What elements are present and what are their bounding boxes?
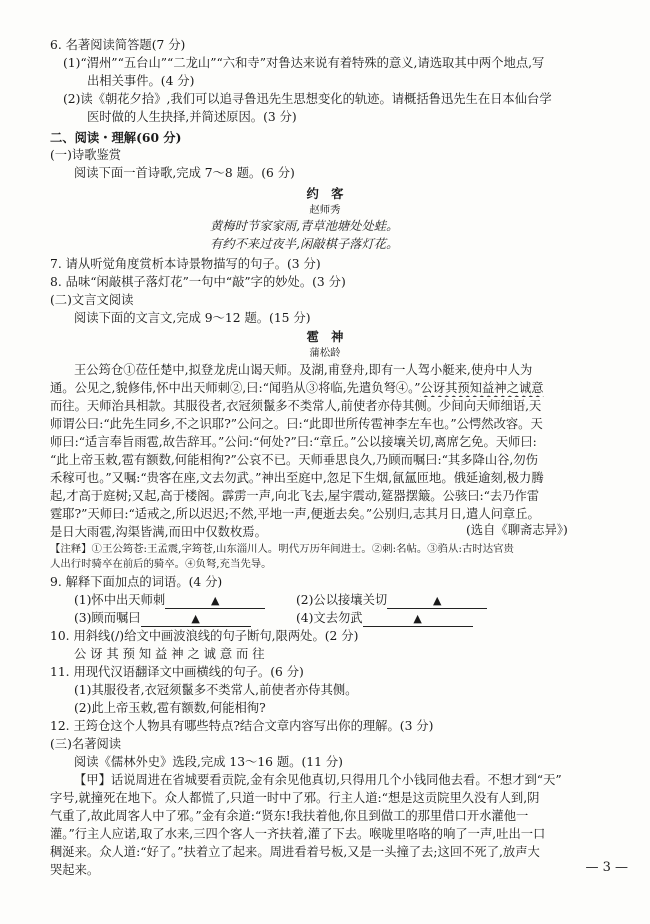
classical-line-10: 是日大雨雹,沟渠皆满,而田中仅数枚焉。 <box>50 525 267 539</box>
q9-item-3 <box>74 610 251 627</box>
page-number: — 3 — <box>585 860 628 875</box>
subsection-classics: (三)名著阅读 <box>50 737 122 751</box>
classical-line-9: 霆耶?”天师曰:“适戒之,所以迟迟;不然,平地一声,便逝去矣。”公别归,志其月日,遣人问章丘。 <box>50 507 540 521</box>
q6-title: 6. 名著阅读简答题(7 分) <box>50 38 186 52</box>
notes-line-1: 【注释】①王公筠苍:王孟震,字筠苍,山东淄川人。明代万历年间进士。②刺:名帖。③驺从:古时达官贵 <box>50 543 514 555</box>
passage-jia-line-6: 哭起来。 <box>50 863 100 877</box>
classical-intro: 阅读下面的文言文,完成 9～12 题。(15 分) <box>74 311 311 325</box>
q8: 8. 品味“闲敲棋子落灯花”一句中“敲”字的妙处。(3 分) <box>50 275 346 289</box>
q9-item-1-text: (1)怀中出天师刺 <box>74 593 166 607</box>
wavy-sentence: 公讶其预知益神之诚意 <box>420 381 544 395</box>
poem-title: 约 客 <box>306 186 344 201</box>
classical-line-3: 而往。天师治具相款。其服役者,衣冠须鬣多不类常人,前使者亦侍其侧。少间向天师细语,天 <box>50 399 542 413</box>
q9: 9. 解释下面加点的词语。(4 分) <box>50 575 223 589</box>
answer-blank-2[interactable]: ▲ <box>387 594 487 609</box>
section2-title: 二、阅读・理解(60 分) <box>50 130 182 145</box>
q10: 10. 用斜线(/)给文中画波浪线的句子断句,限两处。(2 分) <box>50 629 359 643</box>
classical-source: (选自《聊斋志异》) <box>466 523 568 537</box>
q9-item-2-text: (2)公以接壤关切 <box>296 593 388 607</box>
passage-jia-line-3: 气重了,故此周客人中了邪。”金有余道:“贤东!我扶着他,你且到做工的那里借口开水灌他一 <box>50 809 529 823</box>
answer-blank-4[interactable]: ▲ <box>363 612 473 627</box>
answer-blank-1[interactable]: ▲ <box>165 594 265 609</box>
q11-sentence-1: (1)其服役者,衣冠须鬣多不类常人,前使者亦侍其侧。 <box>74 683 358 697</box>
passage-jia-line-5: 稠涎来。众人道:“好了。”扶着立了起来。周进看着号板,又是一头撞了去;这回不死了,放声大 <box>50 845 540 859</box>
q12: 12. 王筠仓这个人物具有哪些特点?结合文章内容写出你的理解。(3 分) <box>50 719 434 733</box>
classical-author: 蒲松龄 <box>309 347 341 359</box>
subsection-poetry: (一)诗歌鉴赏 <box>50 148 122 162</box>
classical-line-1: 王公筠仓①莅任楚中,拟登龙虎山谒天师。及湖,甫登舟,即有一人驾小艇来,使舟中人为 <box>74 363 533 377</box>
passage-jia-line-1: 【甲】话说周进在省城要看贡院,金有余见他真切,只得用几个小钱同他去看。不想才到“天” <box>74 773 562 787</box>
q11: 11. 用现代汉语翻译文中画横线的句子。(6 分) <box>50 665 304 679</box>
classics-intro: 阅读《儒林外史》选段,完成 13～16 题。(11 分) <box>74 755 343 769</box>
answer-blank-3[interactable]: ▲ <box>141 612 251 627</box>
q9-item-2 <box>296 592 487 609</box>
q9-item-4 <box>296 610 473 627</box>
poem-line-1: 黄梅时节家家雨,青草池塘处处蛙。 <box>210 219 399 233</box>
q6-part1-line2: 出相关事件。(4 分) <box>87 74 195 88</box>
q6-part1-line1: (1)“渭州”“五台山”“二龙山”“六和寺”对鲁达来说有着特殊的意义,请选取其中两个地点,写 <box>63 56 545 70</box>
passage-jia-line-2: 字号,就撞死在地下。众人都慌了,只道一时中了邪。行主人道:“想是这贡院里久没有人到,阴 <box>50 791 540 805</box>
classical-line-6: “此上帝玉敕,雹有额数,何能相徇?”公哀不已。天师垂思良久,乃顾而嘱曰:“其多降山谷,勿伤 <box>50 453 538 467</box>
q9-item-1 <box>74 592 265 609</box>
notes-line-2: 人出行时骑卒在前后的骑卒。④负弩,充当先导。 <box>50 558 272 570</box>
q9-item-3-text: (3)顾而嘱曰 <box>74 611 141 625</box>
q6-part2-line1: (2)读《朝花夕拾》,我们可以追寻鲁迅先生思想变化的轨迹。请概括鲁迅先生在日本仙台学 <box>63 92 552 106</box>
q6-part2-line2: 医时做的人生抉择,并简述原因。(3 分) <box>87 110 297 124</box>
poetry-intro: 阅读下面一首诗歌,完成 7～8 题。(6 分) <box>74 166 295 180</box>
classical-line-8: 起,才高于庭树;又起,高于楼阁。霹雳一声,向北飞去,屋宇震动,筵器摆簸。公骇曰:“去乃作雷 <box>50 489 540 503</box>
q11-sentence-2: (2)此上帝玉敕,雹有额数,何能相徇? <box>74 701 266 715</box>
poem-line-2: 有约不来过夜半,闲敲棋子落灯花。 <box>210 237 399 251</box>
q7: 7. 请从听觉角度赏析本诗景物描写的句子。(3 分) <box>50 257 321 271</box>
classical-line-5: 师曰:“适言奉旨雨雹,故告辞耳。”公问:“何处?”曰:“章丘。”公以接壤关切,离席乞免。天师曰: <box>50 435 537 449</box>
q9-item-4-text: (4)文去勿武 <box>296 611 363 625</box>
classical-title: 雹 神 <box>306 329 344 344</box>
classical-line-4: 师谓公曰:“此先生同乡,不之识耶?”公问之。曰:“此即世所传雹神李左车也。”公愕然改容。天 <box>50 417 543 431</box>
subsection-classical: (二)文言文阅读 <box>50 293 134 307</box>
classical-line-7: 禾稼可也。”又嘱:“贵客在座,文去勿武。”神出至庭中,忽足下生烟,氤氲匝地。俄延逾刻,极力腾 <box>50 471 544 485</box>
classical-line-2-text: 通。公见之,貌修伟,怀中出天师刺②,曰:“闻驺从③将临,先遣负弩④。” <box>50 381 421 395</box>
poem-author: 赵师秀 <box>309 204 341 216</box>
classical-line-2 <box>50 380 544 397</box>
passage-jia-line-4: 灌。”行主人应诺,取了水来,三四个客人一齐扶着,灌了下去。喉咙里咯咯的响了一声,吐出一口 <box>50 827 546 841</box>
q10-sentence: 公 讶 其 预 知 益 神 之 诚 意 而 往 <box>74 647 265 661</box>
